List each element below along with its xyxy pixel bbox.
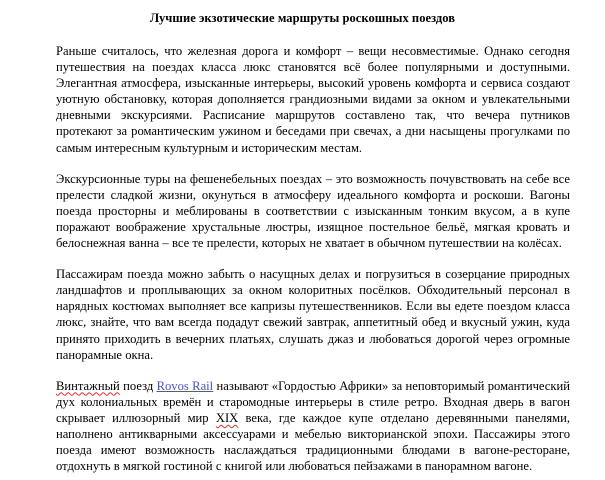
rovos-rail-link[interactable]: Rovos Rail [156, 378, 214, 393]
document-body [0, 43, 605, 474]
paragraph-4-text-before-link: поезд [119, 378, 157, 393]
paragraph-3: Пассажирам поезда можно забыть о насущных делах и погрузиться в созерцание природных ландшафтов и проплывающих за окном колоритных посёлков. Обходительный персонал в нарядных костюмах выполняет все капризы путешественников. Если вы едете поездом класса люкс, знайте, что вам всегда подадут свежий завтрак, аппетитный обед и вкусный ужин, куда принято приходить в вечерних платьях, слушать джаз и любоваться дорогой через огромные панорамные окна. [56, 267, 570, 362]
page-title: Лучшие экзотические маршруты роскошных поездов [149, 11, 456, 25]
paragraph-4-text-after-link-1: называют «Гордостью Африки» за неповторимый романтический дух колониальных времён и старомодные интерьеры в стиле ретро. Входная дверь в вагон скрывает иллюзорный мир [56, 378, 570, 425]
paragraph-1: Раньше считалось, что железная дорога и комфорт – вещи несовместимые. Однако сегодня путешествия на поездах класса люкс становятся всё более популярными и доступными. Элегантная атмосфера, изысканные интерьеры, высокий уровень комфорта и сервиса создают уютную обстановку, которая дополняется грандиозными видами за окном и увлекательными дневными экскурсиями. Расписание маршрутов составлено так, что вечера путников протекают за романтическим ужином и беседами при свечах, а дни насыщены прогулками по самым интересным культурным и историческим местам. [56, 44, 570, 155]
paragraph-4-text-after-link-2: века, где каждое купе отделано деревянными панелями, наполнено антикварными аксессуарами и мебелью викторианской эпохи. Пассажиры этого поезда имеют возможность наслаждаться традиционными блюдами в вагоне-ресторане, отдохнуть в мягкой гостиной с книгой или любоваться пейзажами в панорамном вагоне. [56, 410, 570, 474]
paragraph-2: Экскурсионные туры на фешенебельных поездах – это возможность почувствовать на себе все прелести сладкой жизни, окунуться в атмосферу идеального комфорта и роскоши. Вагоны поезда просторны и меблированы в соответствии с изысканным тонким вкусом, а в купе поражают воображение хрустальные люстры, изящное постельное бельё, мягкая кровать и белоснежная ванна – все те прелести, которых не хватает в обычном путешествии на колёсах. [56, 171, 570, 251]
paragraph-4 [56, 378, 570, 475]
misspelled-word-xix: XIX [215, 410, 239, 425]
misspelled-word-vintazhny: Винтажный [56, 378, 120, 393]
